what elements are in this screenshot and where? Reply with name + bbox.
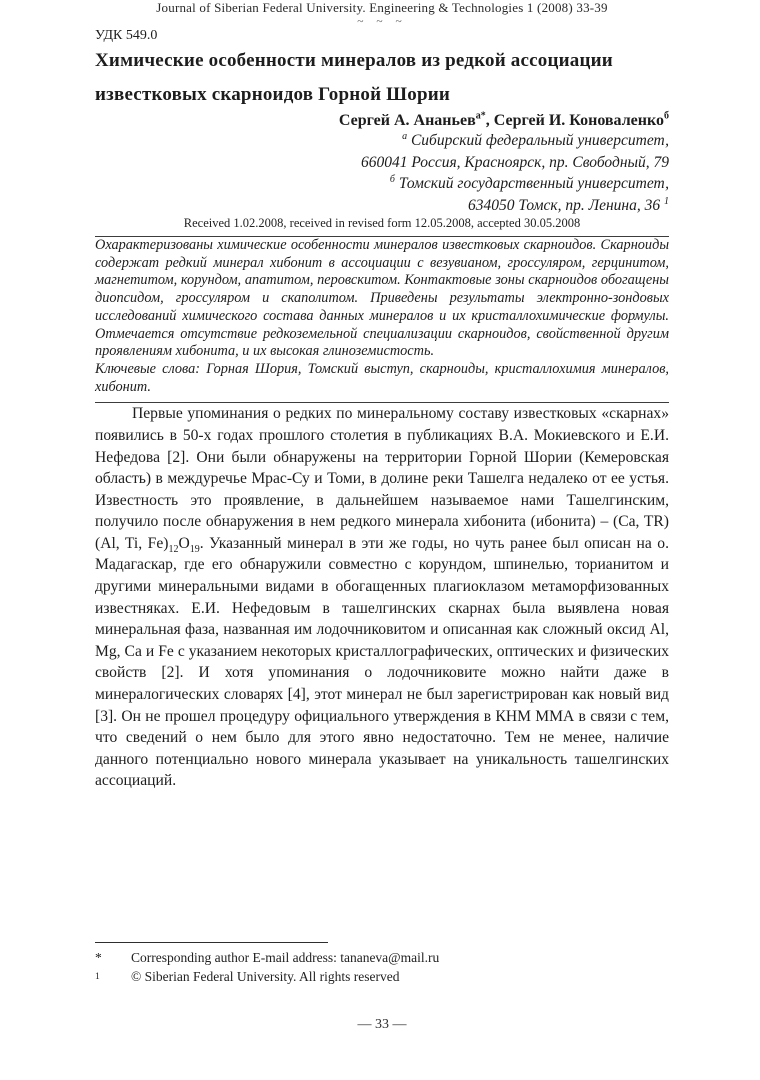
affiliation-2-name: $^б$ Томский государственный университет,	[389, 173, 669, 192]
affiliation-1-address: 660041 Россия, Красноярск, пр. Свободный, 79	[360, 153, 669, 171]
page-number: — 33 —	[357, 1017, 407, 1032]
affiliation-2-address: 634050 Томск, пр. Ленина, 36 $^1$	[468, 195, 669, 214]
author-name-2: Сергей И. Коноваленко	[493, 112, 664, 129]
author-affiliation-marker-2: б	[664, 110, 669, 122]
affiliations-block	[95, 130, 669, 216]
author-name-1: Сергей А. Ананьев	[338, 112, 476, 129]
footnote-text-copyright: © Siberian Federal University. All rights reserved	[131, 969, 400, 984]
journal-header: Journal of Siberian Federal University. Engineering & Technologies 1 (2008) 33-39	[156, 0, 608, 15]
body-segment-2: O	[178, 534, 190, 552]
footnote-rule	[95, 942, 328, 943]
keywords-paragraph: Ключевые слова: Горная Шория, Томский выступ, скарноиды, кристаллохимия минералов, хибонит.	[95, 360, 669, 395]
formula-subscript-12: 12	[168, 544, 179, 555]
affiliation-2-marker: б	[389, 173, 395, 185]
formula-subscript-19: 19	[189, 544, 200, 555]
page-content	[95, 0, 669, 792]
authors-separator: ,	[485, 112, 494, 129]
footnote-copyright	[95, 967, 669, 989]
footnote-marker-asterisk: *	[95, 950, 102, 965]
footnote-text-email: Corresponding author E-mail address: tananeva@mail.ru	[131, 950, 440, 965]
affiliation-1-marker: а	[402, 130, 408, 142]
footnote-corresponding-author	[95, 948, 669, 967]
received-dates: Received 1.02.2008, received in revised form 12.05.2008, accepted 30.05.2008	[183, 216, 581, 230]
author-affiliation-marker-1: а*	[475, 110, 486, 122]
body-paragraph	[95, 403, 669, 792]
article-title: Химические особенности минералов из редкой ассоциации известковых скарноидов Горной Шории	[95, 50, 613, 105]
body-segment-3: . Указанный минерал в эти же годы, но чуть ранее был описан на о. Мадагаскар, где его обнаружили совместно с корундом, шпинелью, торианитом и другими минеральными видами в обогащенных плагиоклазом метаморфизованных известняках. Е.И. Нефедовым в ташелгинских скарнах была выявлена новая минеральная фаза, названная им лодочниковитом и описанная как сложный оксид Al, Mg, Ca и Fe с указанием некоторых кристаллографических, оптических и физических свойств [2]. И хотя упоминания о лодочниковите можно найти даже в минералогических словарях [4], этот минерал не был зарегистрирован как новый вид [3]. Он не прошел процедуру официального утверждения в КНМ ММА в связи с тем, что сведений о нем было для этого явно недостаточно. Тем не менее, наличие данного потенциально нового минерала указывает на уникальность ташелгинских ассоциаций.	[95, 534, 669, 790]
footnotes-block	[95, 942, 669, 989]
affiliation-1-name: $^а$ Сибирский федеральный университет,	[402, 130, 669, 149]
footnote-marker-one: 1	[95, 972, 100, 982]
authors-line	[95, 112, 669, 130]
body-segment-1: Первые упоминания о редких по минеральному составу известковых «скарнах» появились в 50-х годах прошлого столетия в публикациях В.А. Мокиевского и Е.И. Нефедова [2]. Они были обнаружены на территории Горной Шории (Кемеровская область) в междуречье Мрас-Су и Томи, в долине реки Ташелга недалеко от ее устья. Известность это проявление, в дальнейшем называемое нами Ташелгинским, получило после обнаружения в нем редкого минерала хибонита (ибонита) – (Ca, TR) (Al, Ti, Fe)	[95, 405, 669, 552]
udk-code: УДК 549.0	[95, 28, 158, 43]
affiliation-2-footnote-marker: 1	[664, 195, 669, 207]
ornament-tildes: ~ ~ ~	[357, 16, 407, 28]
abstract-paragraph: Охарактеризованы химические особенности минералов известковых скарноидов. Скарноиды содержат редкий минерал хибонит в ассоциации с везувианом, гроссуляром, герцинитом, магнетитом, корундом, апатитом, перовскитом. Контактовые зоны скарноидов обогащены диопсидом, гроссуляром и скаполитом. Приведены результаты электронно-зондовых исследований химического состава данных минералов и их кристаллохимические формулы. Отмечается отсутствие редкоземельной специализации скарноидов, свойственной другим проявлениям хибонита, и их высокая глиноземистость.	[95, 237, 669, 360]
